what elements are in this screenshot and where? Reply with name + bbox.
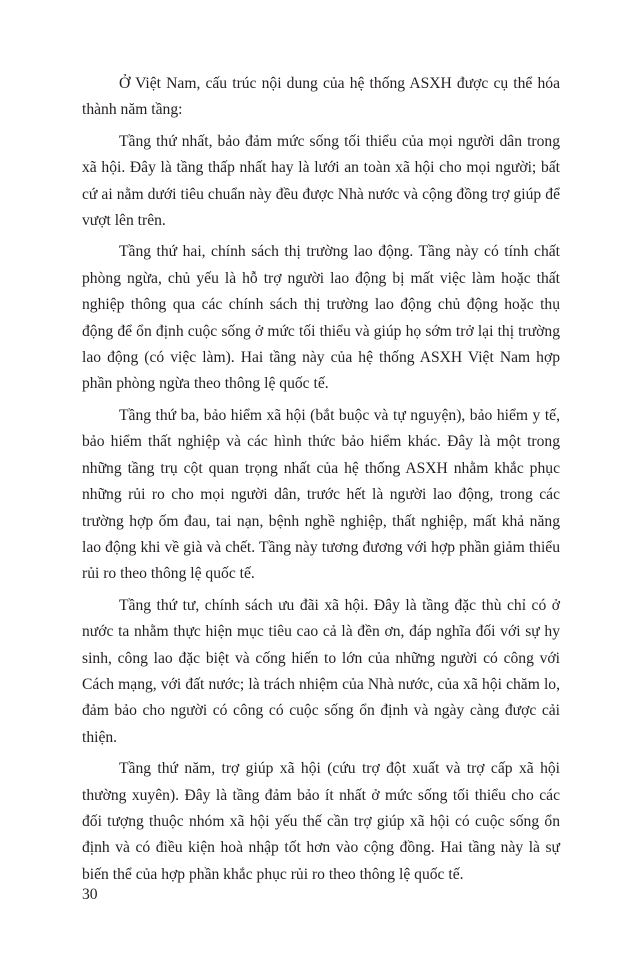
paragraph-tier-2: Tầng thứ hai, chính sách thị trường lao động. Tầng này có tính chất phòng ngừa, chủ yếu là hỗ trợ người lao động bị mất việc làm hoặc thất nghiệp thông qua các chính sách thị trường lao động chủ động hoặc thụ động để ổn định cuộc sống ở mức tối thiểu và giúp họ sớm trở lại thị trường lao động (có việc làm). Hai tầng này của hệ thống ASXH Việt Nam hợp phần phòng ngừa theo thông lệ quốc tế. (82, 243, 560, 393)
paragraph-intro: Ở Việt Nam, cấu trúc nội dung của hệ thống ASXH được cụ thể hóa thành năm tầng: (82, 75, 560, 119)
paragraph-tier-3: Tầng thứ ba, bảo hiểm xã hội (bắt buộc và tự nguyện), bảo hiểm y tế, bảo hiểm thất nghiệp và các hình thức bảo hiểm khác. Đây là một trong những tầng trụ cột quan trọng nhất của hệ thống ASXH nhằm khắc phục những rủi ro cho mọi người dân, trước hết là người lao động, trong các trường hợp ốm đau, tai nạn, bệnh nghề nghiệp, thất nghiệp, mất khả năng lao động khi về già và chết. Tầng này tương đương với hợp phần giảm thiểu rủi ro theo thông lệ quốc tế. (82, 406, 560, 583)
paragraph-tier-4: Tầng thứ tư, chính sách ưu đãi xã hội. Đây là tầng đặc thù chỉ có ở nước ta nhằm thực hiện mục tiêu cao cả là đền ơn, đáp nghĩa đối với sự hy sinh, công lao đặc biệt và cống hiến to lớn của những người có công với Cách mạng, với đất nước; là trách nhiệm của Nhà nước, của xã hội chăm lo, đảm bảo cho người có công có cuộc sống ổn định và ngày càng được cải thiện. (82, 596, 560, 746)
paragraph-tier-1: Tầng thứ nhất, bảo đảm mức sống tối thiểu của mọi người dân trong xã hội. Đây là tầng thấp nhất hay là lưới an toàn xã hội cho mọi người; bất cứ ai nằm dưới tiêu chuẩn này đều được Nhà nước và cộng đồng trợ giúp để vượt lên trên. (82, 132, 560, 230)
page-number: 30 (82, 886, 98, 903)
body-text (82, 71, 560, 893)
paragraph-tier-5: Tầng thứ năm, trợ giúp xã hội (cứu trợ đột xuất và trợ cấp xã hội thường xuyên). Đây là tầng đảm bảo ít nhất ở mức sống tối thiểu cho các đối tượng thuộc nhóm xã hội yếu thế cần trợ giúp xã hội có cuộc sống ổn định và có điều kiện hoà nhập tốt hơn vào cộng đồng. Hai tầng này là sự biến thể của hợp phần khắc phục rủi ro theo thông lệ quốc tế. (82, 760, 560, 883)
